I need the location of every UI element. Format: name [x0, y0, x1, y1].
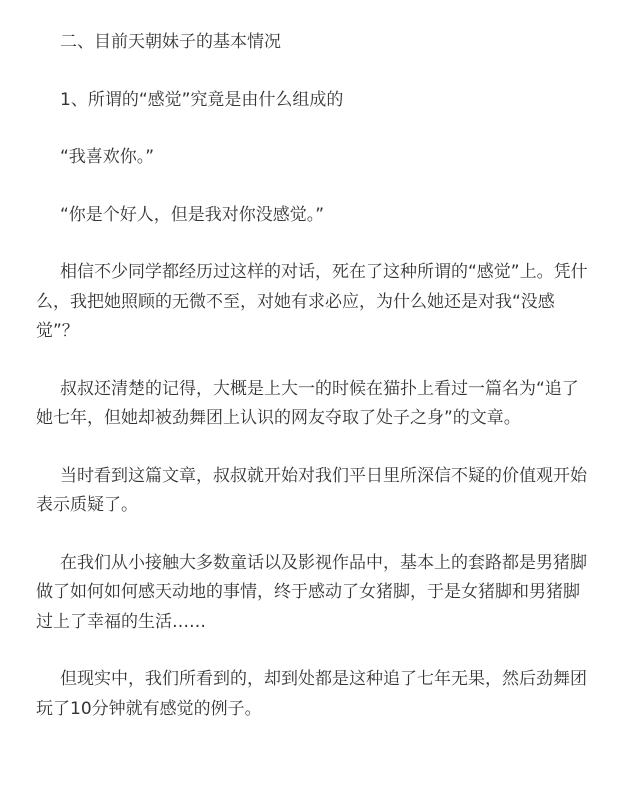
quote-paragraph: “我喜欢你。” — [60, 147, 155, 167]
body-paragraph: 叔叔还清楚的记得，大概是上大一的时候在猫扑上看过一篇名为“追了她七年，但她却被劲舞团上认识的网友夺取了处子之身”的文章。 — [36, 378, 579, 428]
body-paragraph: 相信不少同学都经历过这样的对话，死在了这种所谓的“感觉”上。凭什么，我把她照顾的无微不至，对她有求必应，为什么她还是对我“没感觉”？ — [36, 262, 588, 341]
body-paragraph: 当时看到这篇文章，叔叔就开始对我们平日里所深信不疑的价值观开始表示质疑了。 — [36, 465, 587, 515]
body-paragraph: 但现实中，我们所看到的，却到处都是这种追了七年无果，然后劲舞团玩了10分钟就有感觉的例子。 — [36, 669, 587, 719]
subheading: 1、所谓的“感觉”究竟是由什么组成的 — [60, 89, 344, 110]
body-paragraph: 在我们从小接触大多数童话以及影视作品中，基本上的套路都是男猪脚做了如何如何感天动地的事情，终于感动了女猪脚，于是女猪脚和男猪脚过上了幸福的生活…… — [36, 552, 587, 632]
quote-paragraph: “你是个好人，但是我对你没感觉。” — [60, 204, 325, 225]
section-heading: 二、目前天朝妹子的基本情况 — [60, 32, 281, 52]
